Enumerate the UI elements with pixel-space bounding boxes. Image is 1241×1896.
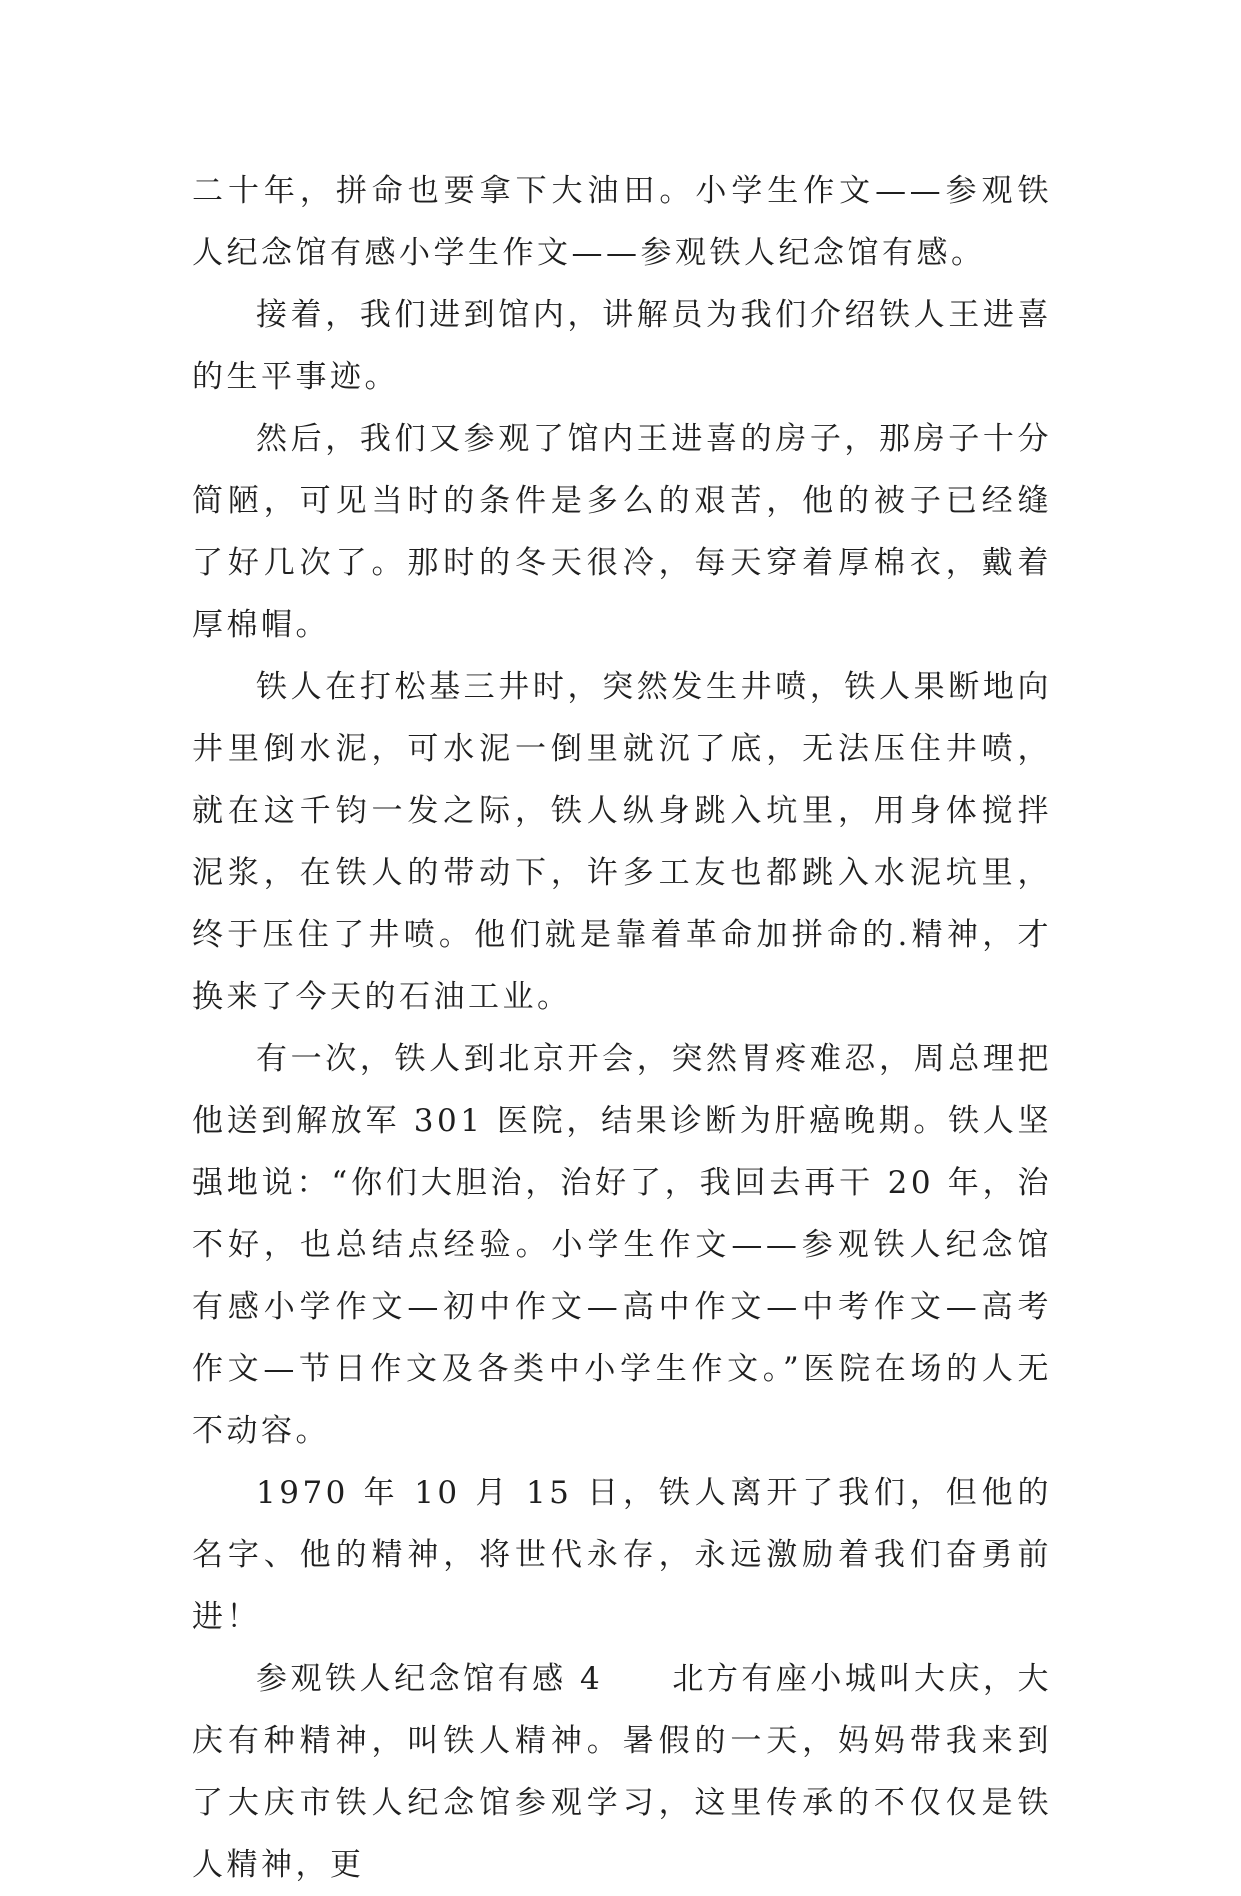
paragraph-4: 铁人在打松基三井时，突然发生井喷，铁人果断地向井里倒水泥，可水泥一倒里就沉了底，无法压住井喷，就在这千钧一发之际，铁人纵身跳入坑里，用身体搅拌泥浆，在铁人的带动下，许多工友也都跳入水泥坑里，终于压住了井喷。他们就是靠着革命加拼命的.精神，才换来了今天的石油工业。: [192, 669, 1052, 1015]
document-body: [192, 160, 1052, 1896]
paragraph-3: 然后，我们又参观了馆内王进喜的房子，那房子十分简陋，可见当时的条件是多么的艰苦，他的被子已经缝了好几次了。那时的冬天很冷，每天穿着厚棉衣，戴着厚棉帽。: [192, 421, 1052, 643]
paragraph-2: 接着，我们进到馆内，讲解员为我们介绍铁人王进喜的生平事迹。: [192, 297, 1052, 395]
paragraph-5: 有一次，铁人到北京开会，突然胃疼难忍，周总理把他送到解放军 301 医院，结果诊断为肝癌晚期。铁人坚强地说：“你们大胆治，治好了，我回去再干 20 年，治不好，也总结点经验。小学生作文——参观铁人纪念馆有感小学作文—初中作文—高中作文—中考作文—高考作文—节日作文及各类中小学生作文。”医院在场的人无不动容。: [192, 1041, 1052, 1449]
paragraph-6: 1970 年 10 月 15 日，铁人离开了我们，但他的名字、他的精神，将世代永存，永远激励着我们奋勇前进！: [192, 1475, 1052, 1635]
paragraph-1: 二十年，拼命也要拿下大油田。小学生作文——参观铁人纪念馆有感小学生作文——参观铁人纪念馆有感。: [192, 173, 1052, 271]
paragraph-7: 参观铁人纪念馆有感 4 北方有座小城叫大庆，大庆有种精神，叫铁人精神。暑假的一天，妈妈带我来到了大庆市铁人纪念馆参观学习，这里传承的不仅仅是铁人精神，更: [192, 1661, 1052, 1883]
